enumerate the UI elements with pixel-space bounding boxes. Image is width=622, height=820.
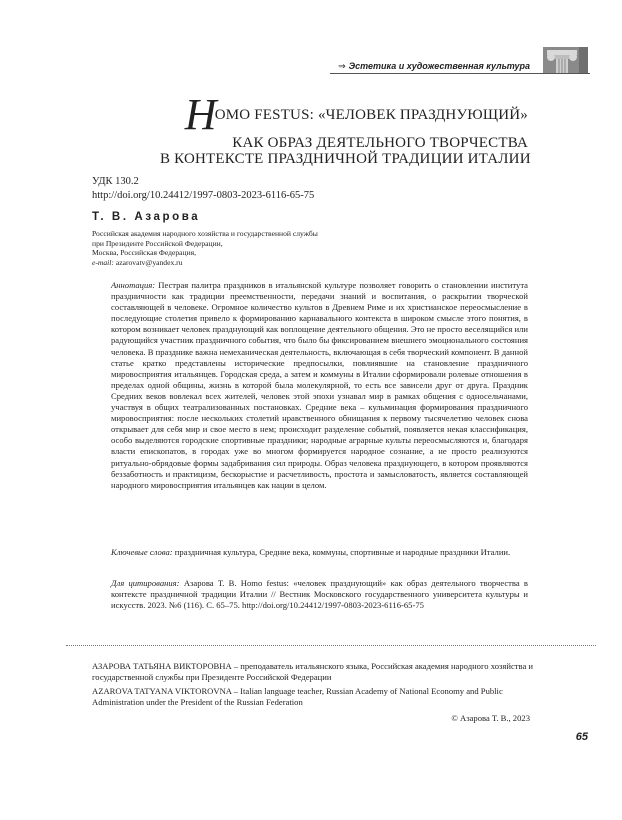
title-line-2: КАК ОБРАЗ ДЕЯТЕЛЬНОГО ТВОРЧЕСТВА xyxy=(232,135,528,151)
abstract-text: Пестрая палитра праздников в итальянской культуре позволяет говорить о становлении института праздничности как традиции преемственности, передачи знаний и воспитания, о раскрытии творческой составляющей в человеке. Огромное количество культов в Древнем Риме и их христианское переосмысление в последующие столетия привело к формированию карнавального контекста в широком смысле этого понятия, в котором возникает человек празднующий как воплощение деятельного общения. Это не просто веселящийся или радующийся участник праздничного события, что было бы фиксированием внешнего эмоционального состояния человека. В празднике важна немеханическая деятельность, включающая в себя творческий компонент. В данной статье кратко представлены исторические предпосылки, повлиявшие на становление праздничного мировосприятия итальянцев. Городская среда, а затем и коммуны в Италии сформировали ролевые отношения в пределах одной общины, жизнь в которой была молекулярной, то есть все зависели друг от друга. Праздник Средних веков вовлекал всех жителей, человек этой эпохи узнавал мир в рамках общения с односельчанами, участвуя в общих театрализованных постановках. Средние века – кульминация формирования праздничного мировосприятия: после нескольких столетий нравственного обнищания к первому тысячелетию человек снова открывает для себя мир и свое место в нем; происходит разделение событий, появляется некая классификация, особо выделяются городские спортивные праздники; народные аграрные культы переосмысляются и, благодаря власти епископатов, в городах уже во многом формируется народное сознание, а не просто реализуются ритуально-обрядовые формы задабривания сил природы. Образ человека празднующего, в котором проявляются беззаботность и практицизм, бескорыстие и расчетливость, простота и замысловатость, является составляющей народного мировосприятия итальянцев как нации в целом. xyxy=(111,280,528,490)
page-number: 65 xyxy=(575,731,588,743)
title-dropcap: H xyxy=(184,90,217,139)
affiliation-line: Москва, Российская Федерация, xyxy=(92,248,197,258)
dotted-divider xyxy=(66,645,596,646)
udc: УДК 130.2 xyxy=(92,176,139,187)
email-label: e-mail: xyxy=(92,257,114,267)
title-line-1: OMO FESTUS: «ЧЕЛОВЕК ПРАЗДНУЮЩИЙ» xyxy=(214,107,528,123)
section-rubric xyxy=(330,61,530,72)
doi-link[interactable]: http://doi.org/10.24412/1997-0803-2023-6116-65-75 xyxy=(92,190,315,201)
keywords xyxy=(111,547,528,558)
citation xyxy=(111,578,528,611)
bio-russian: АЗАРОВА ТАТЬЯНА ВИКТОРОВНА – преподаватель итальянского языка, Российская академия народного хозяйства и государственной службы при Президенте Российской Федерации xyxy=(92,661,534,683)
abstract-label: Аннотация: xyxy=(111,280,156,290)
affiliation-line: при Президенте Российской Федерации, xyxy=(92,238,223,248)
author-affiliation xyxy=(92,229,318,267)
article-title xyxy=(160,90,531,167)
author-name: Т. В. Азарова xyxy=(92,211,201,223)
citation-text: Азарова Т. В. Homo festus: «человек празднующий» как образ деятельного творчества в контексте праздничной традиции Италии // Вестник Московского государственного университета культуры и искусств. 2023. №6 (116). С. 65–75. http://doi.org/10.24412/1997-0803-2023-6116-65-75 xyxy=(111,578,528,611)
header-rule xyxy=(330,73,540,74)
column-capital-logo-icon xyxy=(543,47,588,73)
article-meta xyxy=(92,175,314,203)
keywords-label: Ключевые слова: xyxy=(111,547,173,557)
header-rule-right xyxy=(540,73,590,74)
abstract xyxy=(111,280,528,491)
copyright: © Азарова Т. В., 2023 xyxy=(451,713,530,723)
bio-english: AZAROVA TATYANA VIKTOROVNA – Italian language teacher, Russian Academy of National Economy and Public Administration under the President of the Russian Federation xyxy=(92,686,503,708)
title-line-3: В КОНТЕКСТЕ ПРАЗДНИЧНОЙ ТРАДИЦИИ ИТАЛИИ xyxy=(160,151,531,167)
citation-label: Для цитирования: xyxy=(111,578,180,588)
arrow-icon: ⇒ xyxy=(338,61,346,71)
keywords-text: праздничная культура, Средние века, коммуны, спортивные и народные праздники Италии. xyxy=(174,547,511,557)
affiliation-line: Российская академия народного хозяйства и государственной службы xyxy=(92,229,318,238)
author-email[interactable]: azarovatv@yandex.ru xyxy=(115,257,183,267)
rubric-text: Эстетика и художественная культура xyxy=(348,61,530,71)
